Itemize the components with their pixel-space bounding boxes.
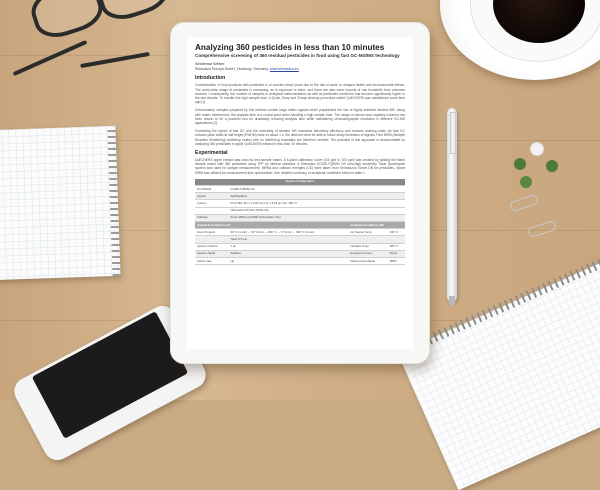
table-subheader-row <box>195 221 405 228</box>
paragraph: Unfortunately, samples prepared by this method contain large matrix signals which popularized the use of highly selective tandem MS. Along with matrix interference, the analysis time is a crucial point when handling a high sample load. The usage of narrow bore capillary columns has been shown to be a powerful tool for drastically reducing analysis time while maintaining chromatographic resolution in different GC-MS applications [2]. <box>195 108 405 126</box>
table-cell <box>348 236 387 243</box>
green-pushpin <box>520 176 532 188</box>
document-affiliation <box>195 67 405 71</box>
table-cell: GC-MS/MS <box>195 186 229 193</box>
table-row <box>195 214 405 221</box>
table-row <box>195 207 405 214</box>
table-row <box>195 236 405 243</box>
table-subheader: Analytical Conditions MS <box>348 221 405 228</box>
table-row <box>195 229 405 236</box>
table-cell: 60 °C (1 min) → 50 °C/min → 200 °C → 8 °C/min → 300 °C (2 min) <box>229 229 349 236</box>
website-link[interactable]: www.shimadzu.eu <box>269 67 299 71</box>
table-cell: MRM <box>388 257 405 264</box>
table-cell: 280 °C <box>388 243 405 250</box>
table-cell: Injector <box>195 193 229 200</box>
document-subtitle: Comprehensive screening of 360 residual pesticides in food using fast GC-MS/MS technology <box>195 53 400 58</box>
table-row <box>195 257 405 264</box>
table-cell: Ion Source Temp. <box>348 229 387 236</box>
green-pushpin <box>546 160 558 172</box>
document-title: Analyzing 360 pesticides in less than 10 minutes <box>195 43 385 52</box>
table-cell: Emission Current <box>348 250 387 257</box>
table-header: System Configuration <box>195 179 405 186</box>
section-heading: Introduction <box>195 75 226 82</box>
table-row <box>195 243 405 250</box>
paragraph: Contamination of food products with pesticides is of concern since years due to the risk of acute or delayed health and environmental effects. The world-wide usage of pesticides is increasing, as is exposure to them, and there are also more imports of raw foodstuffs from unknown sources. Consequently, the number of samples in analytical instrumentation as well as pesticides monitored has become significantly higher in the last decade. To handle this high sample load, a Quick, Easy and Cheap cleanup procedure called QuEChERS was established some time ago [1]. <box>195 83 405 105</box>
table-cell: Oven Program <box>195 229 229 236</box>
table-cell: Injection Volume <box>195 243 229 250</box>
tablet <box>170 22 430 364</box>
table-cell: Interface Temp. <box>348 243 387 250</box>
table-cell: He <box>229 257 349 264</box>
paragraph: QuEChERS apple extract was used as test sample matrix. A 6-point calibration curve (0.5 ppb to 100 ppb) was created by spiking the blank sample matrix with 360 pesticides using TPP as internal standard. A Shimadzu GCMS-TQ8050 NX ultra-high sensitivity Triple Quadrupole system was used for sample measurement. MRMs and collision energies (CE) were taken from Shimadzu's Smart DB for pesticides. Smart MRM was utilized for measurement time optimization. See detailed summary of analytical conditions below in table 1. <box>195 158 405 175</box>
table-cell: (Shimadzu P/N 221-75791-20) <box>229 207 405 214</box>
table-cell <box>195 236 229 243</box>
table-cell <box>388 236 405 243</box>
table-row <box>195 200 405 207</box>
table-cell: Carrier Gas <box>195 257 229 264</box>
table-row <box>195 193 405 200</box>
table-cell: Software <box>195 214 229 221</box>
table-cell: Injection Mode <box>195 250 229 257</box>
pen-clip <box>450 112 456 154</box>
table-cell: Column <box>195 200 229 207</box>
table-cell <box>195 207 229 214</box>
tablet-screen[interactable] <box>187 37 413 349</box>
table-cell: 1 µL <box>229 243 349 250</box>
table-cell: GCMS-TQ8050 NX <box>229 186 405 193</box>
document-author: Woldemar Weber <box>195 62 225 67</box>
table-cell: Measurement Mode <box>348 257 387 264</box>
table-cell: 60 µA <box>388 250 405 257</box>
section-heading: Experimental <box>195 150 228 157</box>
paragraph: Combining the speed of fast GC and the selectivity of tandem MS increases laboratory efficiency and reduces working costs. As fast GC reduces peak width at half height (FWHM) down to about 1 s, the detector must be able to follow sharp increases of signals. Fast MRM (Multiple Reaction Monitoring) switching modes with no interfering crosstalks are therefore needed. The potential of this approach is demonstrated by analyzing 360 pesticides in apple QuEChERS extract in less than 10 minutes. <box>195 129 405 146</box>
affiliation-text: Shimadzu Europa GmbH, Duisburg, Germany, <box>195 67 269 71</box>
white-pushpin <box>530 142 544 156</box>
grid-notepad <box>0 126 121 280</box>
table-cell: Splitless <box>229 250 349 257</box>
table-subheader: Analytical Conditions GC <box>195 221 348 228</box>
table-cell: Smart MRM and MRM Optimization Tool <box>229 214 405 221</box>
table-cell: Total: 9.5 min <box>229 236 349 243</box>
table-row <box>195 250 405 257</box>
table-cell: 230 °C <box>388 229 405 236</box>
pen-tip <box>449 296 455 306</box>
table-row <box>195 186 405 193</box>
table-cell: Rxi-5 MS, 20 m x 0.18 mm I.D. x 0.18 µm film, 300 °C <box>229 200 405 207</box>
table-cell: Split/Splitless <box>229 193 405 200</box>
configuration-table <box>195 179 405 265</box>
green-pushpin <box>514 158 526 170</box>
